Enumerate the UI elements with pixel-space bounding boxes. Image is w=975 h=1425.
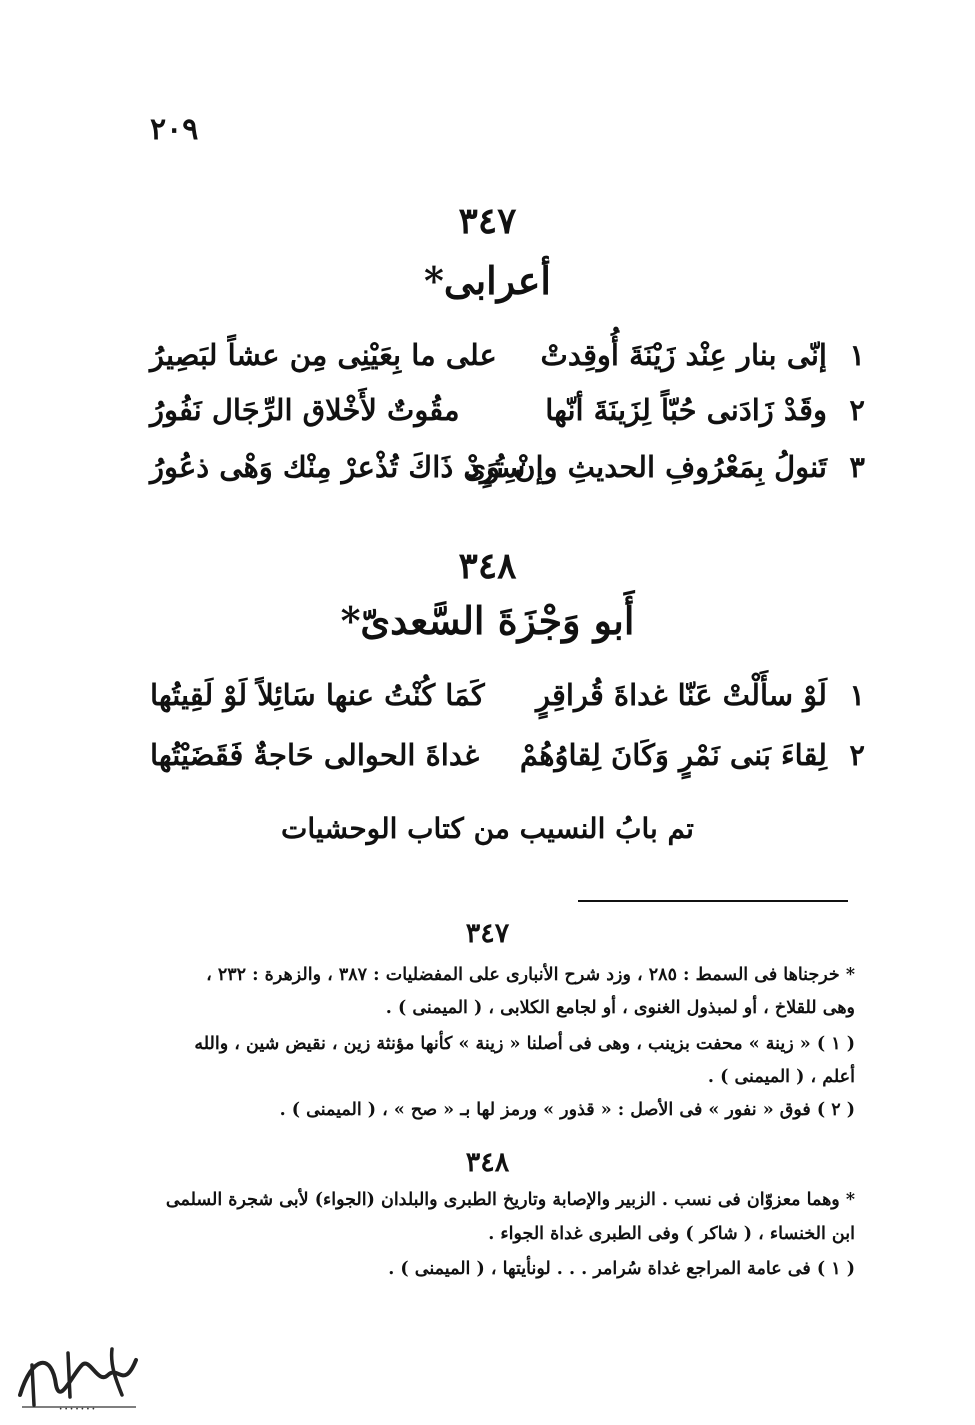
verse-number: ١	[849, 338, 865, 372]
verse-first-hemistich: تَنولُ بِمَعْرُوفِ الحديثِ وإنْ تُرِدْ	[467, 450, 827, 484]
poet-name-348: أَبو وَجْزَةَ السَّعدىّ*	[340, 598, 635, 643]
verse-first-hemistich: وقَدْ زَادَنى حُبّاً لِزَينَةَ أنّها	[545, 393, 827, 427]
verse-number: ٢	[849, 738, 865, 772]
poem-number-347: ٣٤٧	[458, 200, 517, 242]
verse-348-2	[150, 738, 865, 790]
poem-number-348: ٣٤٨	[458, 545, 517, 587]
footnote-line: ( ٢ ) فوق « نفور » فى الأصل : « قذور » ورمز لها بـ « صح » ، ( الميمنى ) .	[279, 1100, 855, 1120]
verse-347-1	[150, 338, 865, 390]
verse-347-2	[150, 393, 865, 445]
footnote-line: أعلم ، ( الميمنى ) .	[707, 1067, 855, 1087]
footnote-line: وهى للقلاخ ، أو لمبذول الغنوى ، أو لجامع الكلابى ، ( الميمنى ) .	[385, 998, 855, 1018]
footnote-line: ابن الخنساء ، ( شاكر ) وفى الطبرى غداة الجواء .	[488, 1224, 855, 1244]
poet-name-347: أعرابى*	[424, 258, 551, 303]
page-number: ٢٠٩	[150, 112, 199, 147]
verse-second-hemistich: على ما بِعَيْنِى مِن عشاً لبَصِيرُ	[150, 338, 497, 372]
verse-first-hemistich: لِقاءَ بَنى نَمْرٍ وَكَانَ لِقاوُهُمْ	[519, 738, 827, 772]
verse-number: ٣	[849, 450, 865, 484]
footnote-number-347: ٣٤٧	[465, 918, 510, 949]
footnote-divider	[578, 900, 848, 902]
footnote-line: ( ١ ) « زينة » محفت بزينب ، وهى فى أصلنا « زينة » كأنها مؤنثة زين ، نقيض شين ، والله	[194, 1034, 855, 1054]
footnote-line: * خرجناها فى السمط : ٢٨٥ ، وزد شرح الأنبارى على المفضليات : ٣٨٧ ، والزهرة : ٢٣٢ ،	[206, 965, 855, 985]
verse-348-1	[150, 678, 865, 730]
verse-second-hemistich: كَمَا كُنْتُ عنها سَائِلاً لَوْ لَقِيتُها	[150, 678, 485, 712]
stamp-text: • • • • • • •	[58, 1406, 96, 1413]
footnote-number-348: ٣٤٨	[465, 1147, 510, 1178]
verse-second-hemistich: مقُوتٌ لأَخْلاق الرِّجَال نَفُورُ	[150, 393, 460, 427]
verse-number: ٢	[849, 393, 865, 427]
footnote-line: ( ١ ) فى عامة المراجع غداة سُرامر . . . لونأيتها ، ( الميمنى ) .	[388, 1259, 855, 1279]
chapter-closing-line: تم بابُ النسيب من كتاب الوحشيات	[281, 812, 694, 845]
verse-first-hemistich: إنّى بنار عِنْد زَيْنَةَ أُوقِدتْ	[540, 338, 827, 372]
library-stamp-logo	[12, 1335, 142, 1413]
verse-second-hemistich: سِوَى ذَاكَ تُذْعرْ مِنْك وَهْى ذعُورُ	[150, 450, 526, 484]
footnote-line: * وهما معزوّان فى نسب . الزبير والإصابة وتاريخ الطبرى والبلدان (الجواء) لأبى شجرة السلمى	[165, 1190, 855, 1210]
verse-first-hemistich: لَوْ سأَلْتْ عَنّا غداةَ قُراقِرٍ	[536, 678, 827, 712]
verse-number: ١	[849, 678, 865, 712]
verse-second-hemistich: غداةَ الحوالى حَاجةٌ فَقَضَيْتُها	[150, 738, 480, 772]
verse-347-3	[150, 450, 865, 502]
